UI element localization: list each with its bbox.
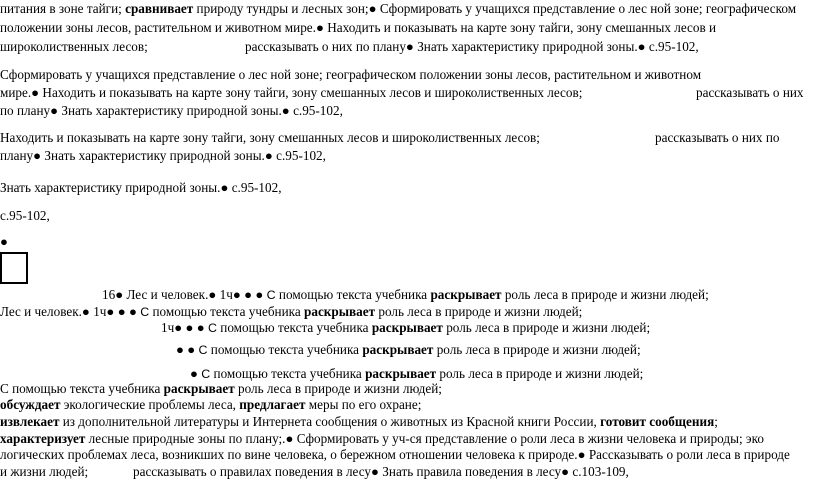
final-line-6: и жизни людей; [0,464,89,479]
bullet-icon: ● [174,320,183,335]
p4-line: Знать характеристику природной зоны.● с.95-102, [0,180,282,195]
lesson-line-1: 16● Лес и человек.● 1ч● ● ● С помощью текста учебника раскрывает роль леса в природе и жизни людей; [102,287,709,302]
p5-line: с.95-102, [0,208,50,223]
final-line-4: характеризует лесные природные зоны по плану;.● Сформировать у уч-ся представление о роли леса в жизни человека и природы; эко [0,431,764,446]
bullet-icon: ● [31,85,40,100]
final-line-5: логических проблемах леса, возникших по вине человека, о бережном отношении человека к природе.● Рассказывать о роли леса в природе [0,447,790,462]
bullet-icon: ● [50,103,59,118]
bullet-icon: ● [81,304,90,319]
bullet-icon: ● [281,103,290,118]
bullet-icon: ● [561,464,570,479]
p1-line-1: питания в зоне тайги; сравнивает природу тундры и лесных зон;● Сформировать у учащихся представление о лес ной зоне; географическом [0,1,797,16]
p1-line-3b: рассказывать о них по плану● Знать характеристику природной зоны.● с.95-102, [245,39,699,54]
bullet-icon: ● [106,304,115,319]
bullet-icon: ● [371,464,379,479]
p2-line-2b: рассказывать о них [696,85,804,100]
bullet-icon: ● [405,39,414,54]
bullet-icon: ● [128,304,137,319]
final-line-1: С помощью текста учебника раскрывает роль леса в природе и жизни людей; [0,381,442,396]
bullet-icon: ● [117,304,126,319]
lesson-line-4: ● ● С помощью текста учебника раскрывает роль леса в природе и жизни людей; [176,342,641,357]
p1-line-2: положении зоны лесов, растительном и животном мире.● Находить и показывать на карте зону тайги, зону смешанных лесов и [0,20,717,35]
bullet-icon: ● [255,287,264,302]
bullet-icon: ● [115,287,124,302]
final-line-2: обсуждает экологические проблемы леса, предлагает меры по его охране; [0,397,422,412]
final-line-3: извлекает из дополнительной литературы и Интернета сообщения о животных из Красной книги России, готовит сообщения; [0,414,718,429]
bullet-icon: ● [577,447,586,462]
bullet-icon: ● [190,366,198,381]
bullet-icon: ● [33,148,42,163]
p3-line-1: Находить и показывать на карте зону тайги, зону смешанных лесов и широколиственных лесов; [0,130,540,145]
bullet-icon: ● [232,287,241,302]
bullet-icon: ● [285,431,294,446]
bullet-icon: ● [244,287,253,302]
bullet-icon: ● [176,342,184,357]
p3-line-1b: рассказывать о них по [655,130,780,145]
p2-line-3: по плану● Знать характеристику природной зоны.● с.95-102, [0,103,343,118]
table-cell-box [0,252,28,284]
lesson-line-5: ● С помощью текста учебника раскрывает роль леса в природе и жизни людей; [190,366,644,381]
p2-line-2: мире.● Находить и показывать на карте зону тайги, зону смешанных лесов и широколиственных лесов; [0,85,583,100]
bullet-icon: ● [264,148,273,163]
bullet-icon: ● [185,320,194,335]
p3-line-2: плану● Знать характеристику природной зоны.● с.95-102, [0,148,326,163]
bullet-icon: ● [208,287,217,302]
bullet-icon: ● [220,180,229,195]
bullet-icon: ● [637,39,646,54]
final-line-6b: рассказывать о правилах поведения в лесу● Знать правила поведения в лесу● с.103-109, [133,464,629,479]
lesson-line-3: 1ч● ● ● С помощью текста учебника раскрывает роль леса в природе и жизни людей; [161,320,651,335]
bullet-icon: ● [187,342,196,357]
bullet-icon: ● [196,320,205,335]
p2-line-1: Сформировать у учащихся представление о лес ной зоне; географическом положении зоны лесов, растительном и животном [0,67,702,82]
bullet-icon: ● [368,1,377,16]
bullet-icon: ● [315,20,324,35]
lesson-line-2: Лес и человек.● 1ч● ● ● С помощью текста учебника раскрывает роль леса в природе и жизни людей; [0,304,583,319]
p1-line-3: широколиственных лесов; [0,39,148,54]
bullet-icon: ● [0,234,8,249]
